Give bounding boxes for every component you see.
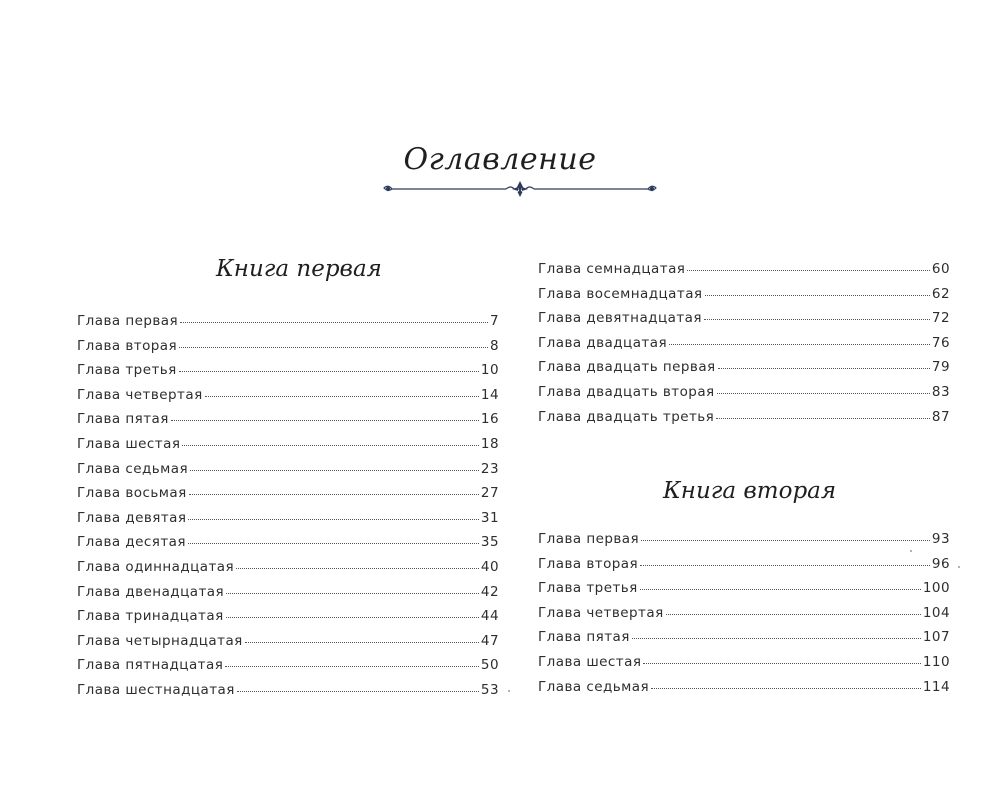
dot-leader — [171, 420, 479, 421]
toc-entry — [77, 584, 499, 609]
dot-leader — [237, 691, 479, 692]
toc-entry — [538, 605, 950, 630]
chapter-title: Глава одиннадцатая — [77, 558, 235, 575]
dot-leader — [226, 593, 479, 594]
page-number: 110 — [922, 653, 950, 670]
chapter-title: Глава двадцать первая — [538, 359, 716, 376]
page-number: 23 — [480, 460, 499, 477]
chapter-title: Глава первая — [77, 313, 179, 329]
toc-entry — [77, 461, 499, 486]
chapter-title: Глава седьмая — [538, 678, 650, 695]
dot-leader — [245, 642, 479, 643]
page-number: 50 — [480, 657, 499, 674]
chapter-title: Глава девятнадцатая — [538, 310, 702, 327]
dot-leader — [651, 688, 921, 689]
toc-entry — [538, 531, 950, 556]
dot-leader — [641, 540, 930, 541]
toc-entry — [538, 261, 950, 286]
dot-leader — [180, 322, 488, 323]
dot-leader — [716, 418, 930, 419]
page-number: 87 — [931, 408, 950, 425]
toc-entry — [77, 510, 499, 535]
dot-leader — [704, 319, 930, 320]
chapter-title: Глава пятая — [538, 629, 630, 646]
toc-entry — [77, 436, 499, 461]
page-number: 79 — [931, 359, 950, 376]
page-number: 18 — [480, 435, 499, 452]
chapter-title: Глава двадцать третья — [538, 408, 715, 425]
toc-entry — [538, 679, 950, 704]
toc-entry — [77, 338, 499, 363]
toc-entry — [77, 534, 499, 559]
page-number: 44 — [480, 608, 499, 625]
dot-leader — [640, 565, 930, 566]
dot-leader — [226, 617, 479, 618]
toc-entry — [77, 559, 499, 584]
page-number: 100 — [922, 580, 950, 597]
print-speck — [910, 550, 912, 552]
toc-entry — [538, 359, 950, 384]
toc-entry — [538, 629, 950, 654]
toc-entry — [77, 485, 499, 510]
dot-leader — [179, 371, 479, 372]
dot-leader — [205, 396, 479, 397]
page-number: 27 — [480, 485, 499, 502]
chapter-title: Глава четвертая — [538, 604, 664, 621]
chapter-title: Глава четырнадцатая — [77, 632, 243, 649]
book-one-chapter-list — [77, 313, 499, 707]
dot-leader — [669, 344, 930, 345]
dot-leader — [236, 568, 479, 569]
dot-leader — [687, 270, 930, 271]
chapter-title: Глава восемнадцатая — [538, 285, 703, 302]
page-number: 76 — [931, 334, 950, 351]
page-number: 42 — [480, 583, 499, 600]
book-two-heading: Книга вторая — [663, 478, 837, 504]
page-number: 62 — [931, 285, 950, 302]
page-number: 35 — [480, 534, 499, 551]
page-number: 8 — [489, 337, 499, 354]
chapter-title: Глава двадцать вторая — [538, 383, 715, 400]
title-flourish-ornament — [380, 177, 660, 201]
toc-entry — [538, 286, 950, 311]
toc-entry — [538, 654, 950, 679]
print-speck — [958, 566, 960, 568]
dot-leader — [189, 494, 479, 495]
book-one-heading: Книга первая — [216, 256, 382, 282]
dot-leader — [717, 393, 930, 394]
dot-leader — [718, 368, 930, 369]
toc-entry — [538, 580, 950, 605]
dot-leader — [190, 470, 479, 471]
toc-entry — [538, 556, 950, 581]
toc-entry — [77, 608, 499, 633]
chapter-title: Глава четвертая — [77, 386, 203, 403]
book-two-chapter-list — [538, 531, 950, 703]
chapter-title: Глава десятая — [77, 534, 186, 551]
chapter-title: Глава девятая — [77, 509, 187, 526]
toc-entry — [538, 409, 950, 434]
chapter-title: Глава двенадцатая — [77, 583, 225, 600]
page-number: 40 — [480, 558, 499, 575]
page-number: 16 — [480, 411, 499, 428]
chapter-title: Глава семнадцатая — [538, 261, 686, 277]
print-speck — [508, 690, 510, 692]
dot-leader — [666, 614, 921, 615]
chapter-title: Глава шестнадцатая — [77, 681, 235, 698]
dot-leader — [188, 519, 478, 520]
page-number: 47 — [480, 632, 499, 649]
page-number: 7 — [489, 313, 499, 329]
chapter-title: Глава седьмая — [77, 460, 189, 477]
page-title: Оглавление — [403, 142, 597, 177]
dot-leader — [705, 295, 930, 296]
chapter-title: Глава пятая — [77, 411, 169, 428]
chapter-title: Глава шестая — [538, 653, 642, 670]
toc-entry — [77, 313, 499, 338]
chapter-title: Глава шестая — [77, 435, 181, 452]
chapter-title: Глава первая — [538, 531, 640, 547]
page-number: 107 — [922, 629, 950, 646]
chapter-title: Глава третья — [538, 580, 638, 597]
dot-leader — [640, 589, 921, 590]
chapter-title: Глава третья — [77, 362, 177, 379]
toc-entry — [538, 384, 950, 409]
page-number: 14 — [480, 386, 499, 403]
page-number: 96 — [931, 555, 950, 572]
dot-leader — [225, 666, 479, 667]
toc-entry — [77, 362, 499, 387]
chapter-title: Глава пятнадцатая — [77, 657, 224, 674]
toc-entry — [77, 682, 499, 707]
page-number: 53 — [480, 681, 499, 698]
dot-leader — [632, 638, 921, 639]
toc-entry — [77, 411, 499, 436]
dot-leader — [182, 445, 479, 446]
page-number: 83 — [931, 383, 950, 400]
chapter-title: Глава двадцатая — [538, 334, 668, 351]
toc-entry — [538, 310, 950, 335]
book-one-chapter-list-continued — [538, 261, 950, 433]
toc-entry — [77, 657, 499, 682]
page-number: 104 — [922, 604, 950, 621]
toc-entry — [538, 335, 950, 360]
chapter-title: Глава вторая — [538, 555, 639, 572]
dot-leader — [179, 347, 488, 348]
dot-leader — [188, 543, 479, 544]
toc-entry — [77, 387, 499, 412]
page-number: 93 — [931, 531, 950, 547]
page-number: 114 — [922, 678, 950, 695]
chapter-title: Глава восьмая — [77, 485, 187, 502]
page-number: 10 — [480, 362, 499, 379]
page-number: 60 — [931, 261, 950, 277]
page-number: 72 — [931, 310, 950, 327]
page-number: 31 — [480, 509, 499, 526]
chapter-title: Глава вторая — [77, 337, 178, 354]
toc-entry — [77, 633, 499, 658]
dot-leader — [643, 663, 920, 664]
chapter-title: Глава тринадцатая — [77, 608, 224, 625]
